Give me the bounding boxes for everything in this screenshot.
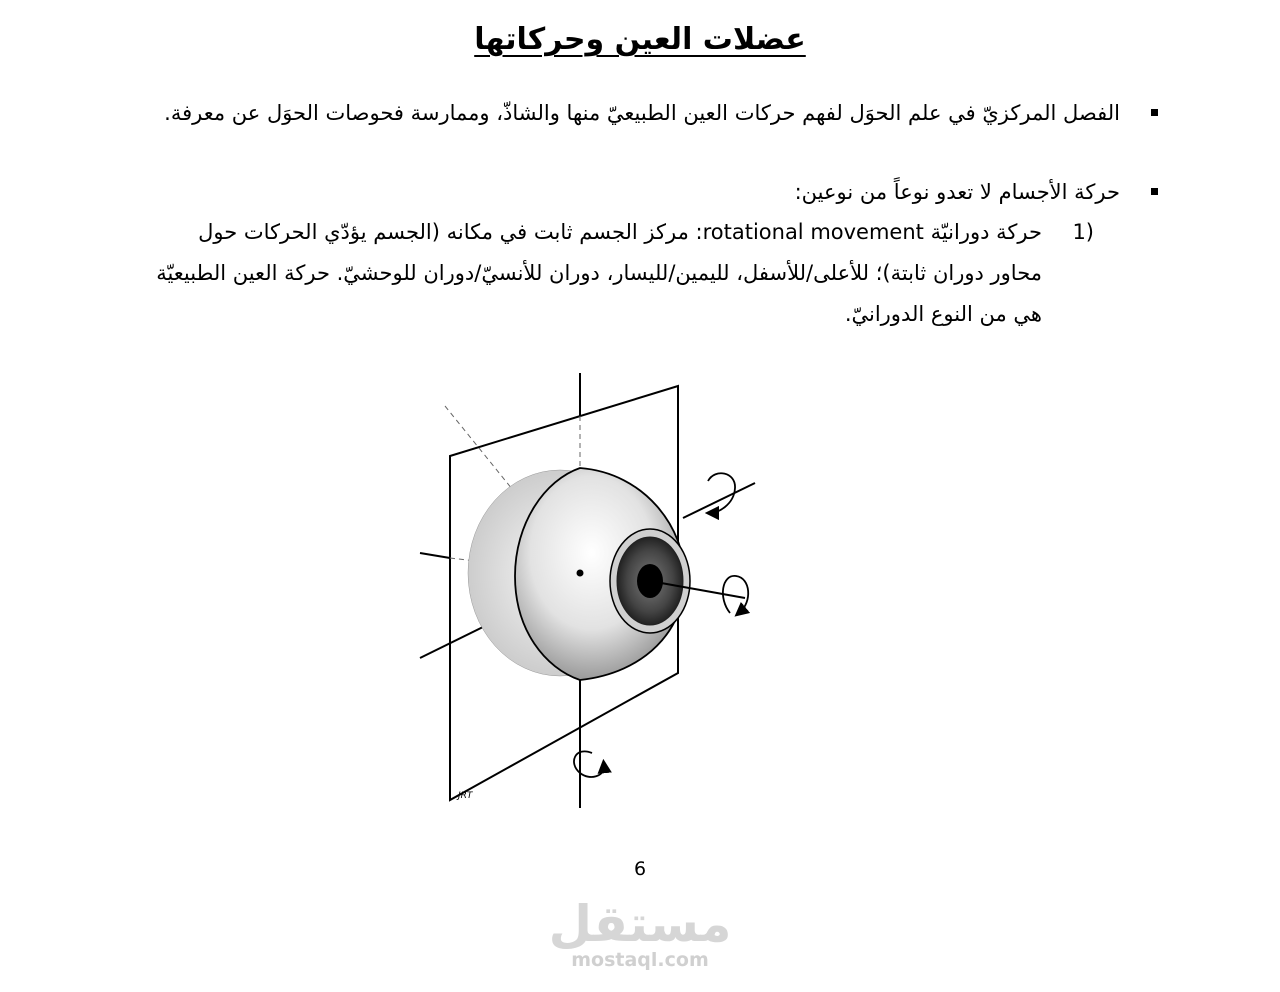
bullet-item — [135, 172, 1120, 213]
page-number: 6 — [633, 858, 647, 880]
numbered-item-text: حركة دورانيّة rotational movement: مركز الجسم ثابت في مكانه (الجسم يؤدّي الحركات حول محاور دوران ثابتة)؛ للأعلى/للأسفل، لليمين/لليسار، دوران للأنسيّ/دوران للوحشيّ. حركة العين الطبيعيّة هي من النوع الدورانيّ. — [156, 220, 1042, 326]
item-number: 1) — [1072, 220, 1094, 244]
horizontal-axis — [420, 553, 450, 558]
rotation-arrow-upper-icon — [708, 473, 735, 513]
center-of-rotation — [577, 570, 584, 577]
watermark — [0, 895, 1280, 971]
bullet-item — [135, 93, 1120, 134]
eye-rotation-axes-illustration — [400, 368, 780, 818]
page-title-text: عضلات العين وحركاتها — [474, 22, 806, 57]
illustrator-signature: JRT — [458, 791, 473, 801]
rotation-arrow-bottom-icon — [574, 751, 604, 777]
bullet-text: حركة الأجسام لا تعدو نوعاً من نوعين: — [794, 180, 1120, 204]
watermark-logo: مستقل — [548, 895, 732, 953]
page-title — [0, 22, 1280, 57]
watermark-url: mostaql.com — [571, 949, 709, 971]
bullet-text: الفصل المركزيّ في علم الحوَل لفهم حركات العين الطبيعيّ منها والشاذّ، وممارسة فحوصات الحوَل عن معرفة. — [164, 101, 1120, 125]
square-bullet-icon — [1151, 188, 1158, 195]
square-bullet-icon — [1151, 109, 1158, 116]
numbered-item — [142, 212, 1094, 335]
